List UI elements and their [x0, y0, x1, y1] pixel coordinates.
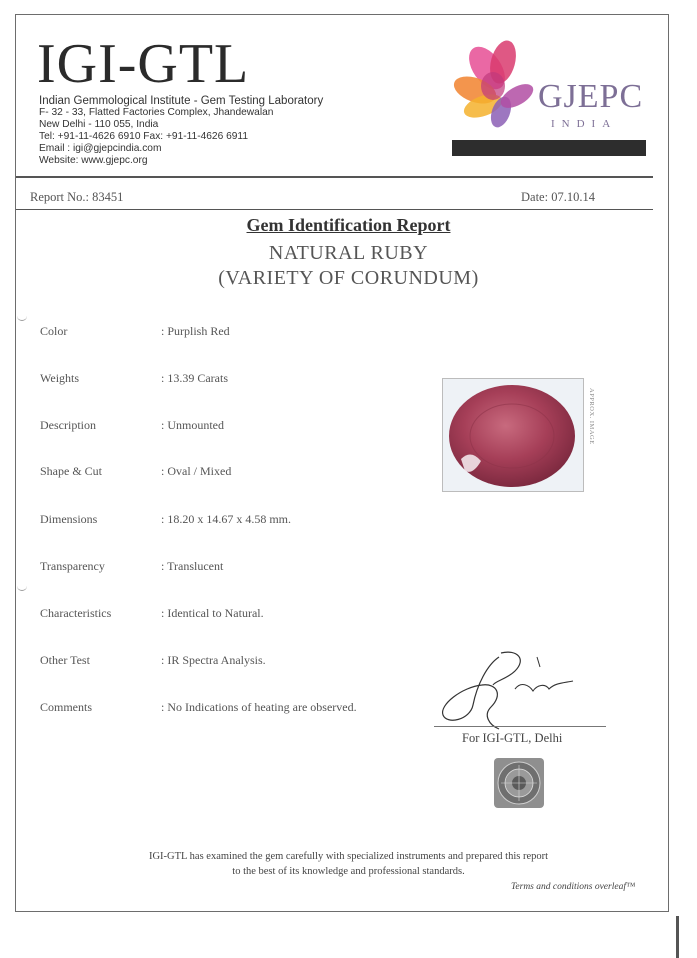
gem-name: NATURAL RUBY — [268, 242, 429, 264]
email: Email : igi@gjepcindia.com — [39, 143, 162, 154]
field-value-color: : Purplish Red — [161, 324, 230, 338]
header-rule — [16, 176, 653, 178]
igi-gtl-logo: IGI-GTL — [37, 33, 250, 95]
ruby-image-icon — [443, 379, 583, 491]
field-label-characteristics: Characteristics — [40, 606, 112, 620]
field-label-weights: Weights — [40, 371, 80, 385]
gem-variety: (VARIETY OF CORUNDUM) — [218, 267, 479, 289]
terms-note: Terms and conditions overleaf™ — [511, 882, 636, 892]
field-label-description: Description — [40, 418, 96, 432]
field-value-weights: : 13.39 Carats — [161, 371, 228, 385]
field-value-description: : Unmounted — [161, 418, 224, 432]
field-value-dimensions: : 18.20 x 14.67 x 4.58 mm. — [161, 512, 292, 526]
field-label-color: Color — [40, 324, 68, 338]
field-label-comments: Comments — [40, 700, 93, 714]
report-title: Gem Identification Report — [246, 215, 451, 235]
field-value-comments: : No Indications of heating are observed. — [161, 700, 357, 714]
field-value-transparency: : Translucent — [161, 559, 224, 573]
signature-icon — [437, 645, 587, 735]
address-line-2: New Delhi - 110 055, India — [39, 119, 159, 130]
report-date: Date: 07.10.14 — [521, 190, 595, 204]
report-rule — [16, 209, 653, 210]
footer-line-2: to the best of its knowledge and professional standards. — [232, 866, 465, 877]
institute-name: Indian Gemmological Institute - Gem Testing Laboratory — [39, 95, 324, 107]
header-address — [39, 95, 323, 167]
field-label-dimensions: Dimensions — [40, 512, 98, 526]
header-black-bar — [452, 140, 646, 156]
website: Website: www.gjepc.org — [39, 155, 148, 166]
report-number: Report No.: 83451 — [30, 190, 124, 204]
address-line-1: F- 32 - 33, Flatted Factories Complex, Jhandewalan — [39, 107, 274, 118]
signature-line — [434, 726, 606, 727]
field-value-other-test: : IR Spectra Analysis. — [161, 653, 266, 667]
gjepc-name: GJEPC — [538, 78, 644, 115]
signatory: For IGI-GTL, Delhi — [462, 731, 563, 745]
image-caption: APPROX. IMAGE — [588, 388, 595, 445]
phone-fax: Tel: +91-11-4626 6910 Fax: +91-11-4626 6911 — [39, 131, 248, 142]
gem-photo — [442, 378, 584, 492]
footer-line-1: IGI-GTL has examined the gem carefully with specialized instruments and prepared this report — [148, 851, 549, 862]
field-label-transparency: Transparency — [40, 559, 105, 573]
field-label-other-test: Other Test — [40, 653, 90, 667]
scan-edge — [676, 916, 679, 958]
hologram-seal-icon — [493, 757, 545, 809]
field-value-shape-cut: : Oval / Mixed — [161, 464, 232, 478]
field-value-characteristics: : Identical to Natural. — [161, 606, 264, 620]
field-label-shape-cut: Shape & Cut — [40, 464, 102, 478]
gjepc-india: INDIA — [551, 118, 618, 130]
